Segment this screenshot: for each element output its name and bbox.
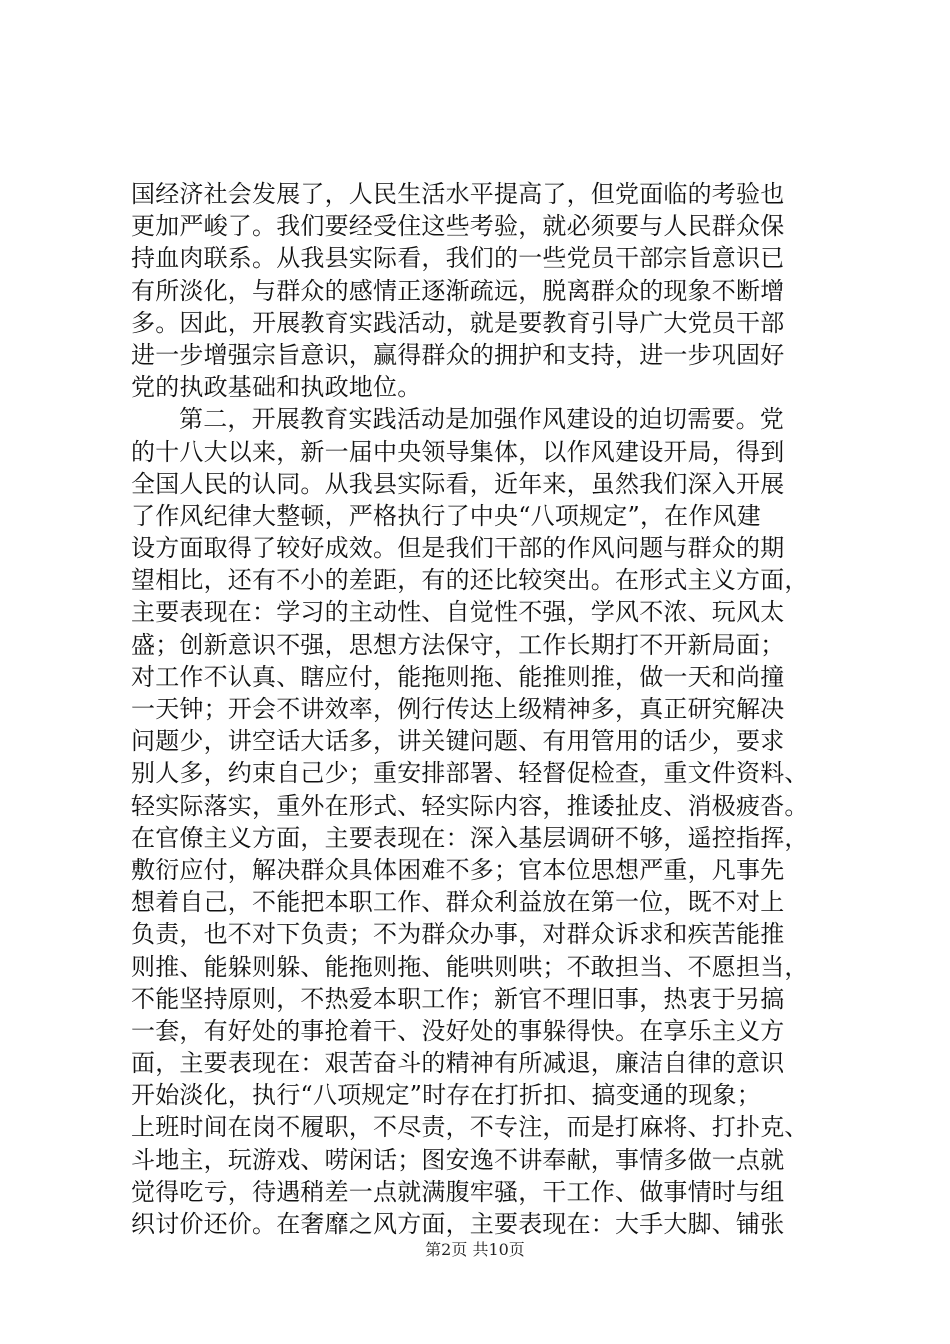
text-line: 更加严峻了。我们要经受住这些考验，就必须要与人民群众保 (131, 212, 785, 241)
text-line: 望相比，还有不小的差距，有的还比较突出。在形式主义方面， (131, 566, 809, 595)
body-text (131, 178, 831, 1240)
page-number-footer: 第2页 共10页 (425, 1240, 525, 1259)
text-line: 不能坚持原则，不热爱本职工作；新官不理旧事，热衷于另搞 (131, 984, 785, 1013)
text-line: 党的执政基础和执政地位。 (131, 373, 422, 402)
text-line: 了作风纪律大整顿，严格执行了中央“八项规定”，在作风建 (131, 501, 761, 530)
text-line: 一套，有好处的事抢着干、没好处的事躲得快。在享乐主义方 (131, 1016, 785, 1045)
text-line: 问题少，讲空话大话多，讲关键问题、有用管用的话少，要求 (131, 727, 785, 756)
text-line: 多。因此，开展教育实践活动，就是要教育引导广大党员干部 (131, 308, 785, 337)
text-line: 一天钟；开会不讲效率，例行传达上级精神多，真正研究解决 (131, 695, 785, 723)
text-line: 持血肉联系。从我县实际看，我们的一些党员干部宗旨意识已 (131, 244, 785, 273)
text-line: 觉得吃亏，待遇稍差一点就满腹牢骚，干工作、做事情时与组 (131, 1177, 785, 1206)
text-line: 织讨价还价。在奢靡之风方面，主要表现在：大手大脚、铺张 (131, 1210, 785, 1238)
text-line: 负责，也不对下负责；不为群众办事，对群众诉求和疾苦能推 (131, 920, 785, 949)
text-line: 轻实际落实，重外在形式、轻实际内容，推诿扯皮、消极疲沓。 (131, 791, 809, 820)
text-line: 设方面取得了较好成效。但是我们干部的作风问题与群众的期 (131, 534, 785, 563)
text-line: 上班时间在岗不履职，不尽责，不专注，而是打麻将、打扑克、 (131, 1113, 809, 1142)
text-line: 别人多，约束自己少；重安排部署、轻督促检查，重文件资料、 (131, 759, 809, 788)
text-line: 斗地主，玩游戏、唠闲话；图安逸不讲奉献，事情多做一点就 (131, 1145, 785, 1174)
text-line: 开始淡化，执行“八项规定”时存在打折扣、搞变通的现象； (131, 1081, 761, 1110)
text-line: 面，主要表现在：艰苦奋斗的精神有所减退，廉洁自律的意识 (131, 1049, 785, 1078)
text-line: 的十八大以来，新一届中央领导集体，以作风建设开局，得到 (131, 437, 785, 466)
text-line: 全国人民的认同。从我县实际看，近年来，虽然我们深入开展 (131, 469, 785, 498)
text-line: 盛；创新意识不强，思想方法保守，工作长期打不开新局面； (131, 630, 785, 659)
text-line: 想着自己，不能把本职工作、群众利益放在第一位，既不对上 (131, 888, 785, 917)
paragraph-start-line: 第二，开展教育实践活动是加强作风建设的迫切需要。党 (179, 405, 784, 434)
text-line: 对工作不认真、瞎应付，能拖则拖、能推则推，做一天和尚撞 (131, 662, 785, 691)
text-line: 则推、能躲则躲、能拖则拖、能哄则哄；不敢担当、不愿担当， (131, 952, 809, 981)
text-line: 主要表现在：学习的主动性、自觉性不强，学风不浓、玩风太 (131, 598, 785, 627)
text-line: 敷衍应付，解决群众具体困难不多；官本位思想严重，凡事先 (131, 855, 785, 884)
text-line: 国经济社会发展了，人民生活水平提高了，但党面临的考验也 (131, 180, 785, 208)
text-line: 进一步增强宗旨意识，赢得群众的拥护和支持，进一步巩固好 (131, 340, 785, 369)
text-line: 在官僚主义方面，主要表现在：深入基层调研不够，遥控指挥， (131, 823, 809, 852)
text-line: 有所淡化，与群众的感情正逐渐疏远，脱离群众的现象不断增 (131, 276, 785, 305)
